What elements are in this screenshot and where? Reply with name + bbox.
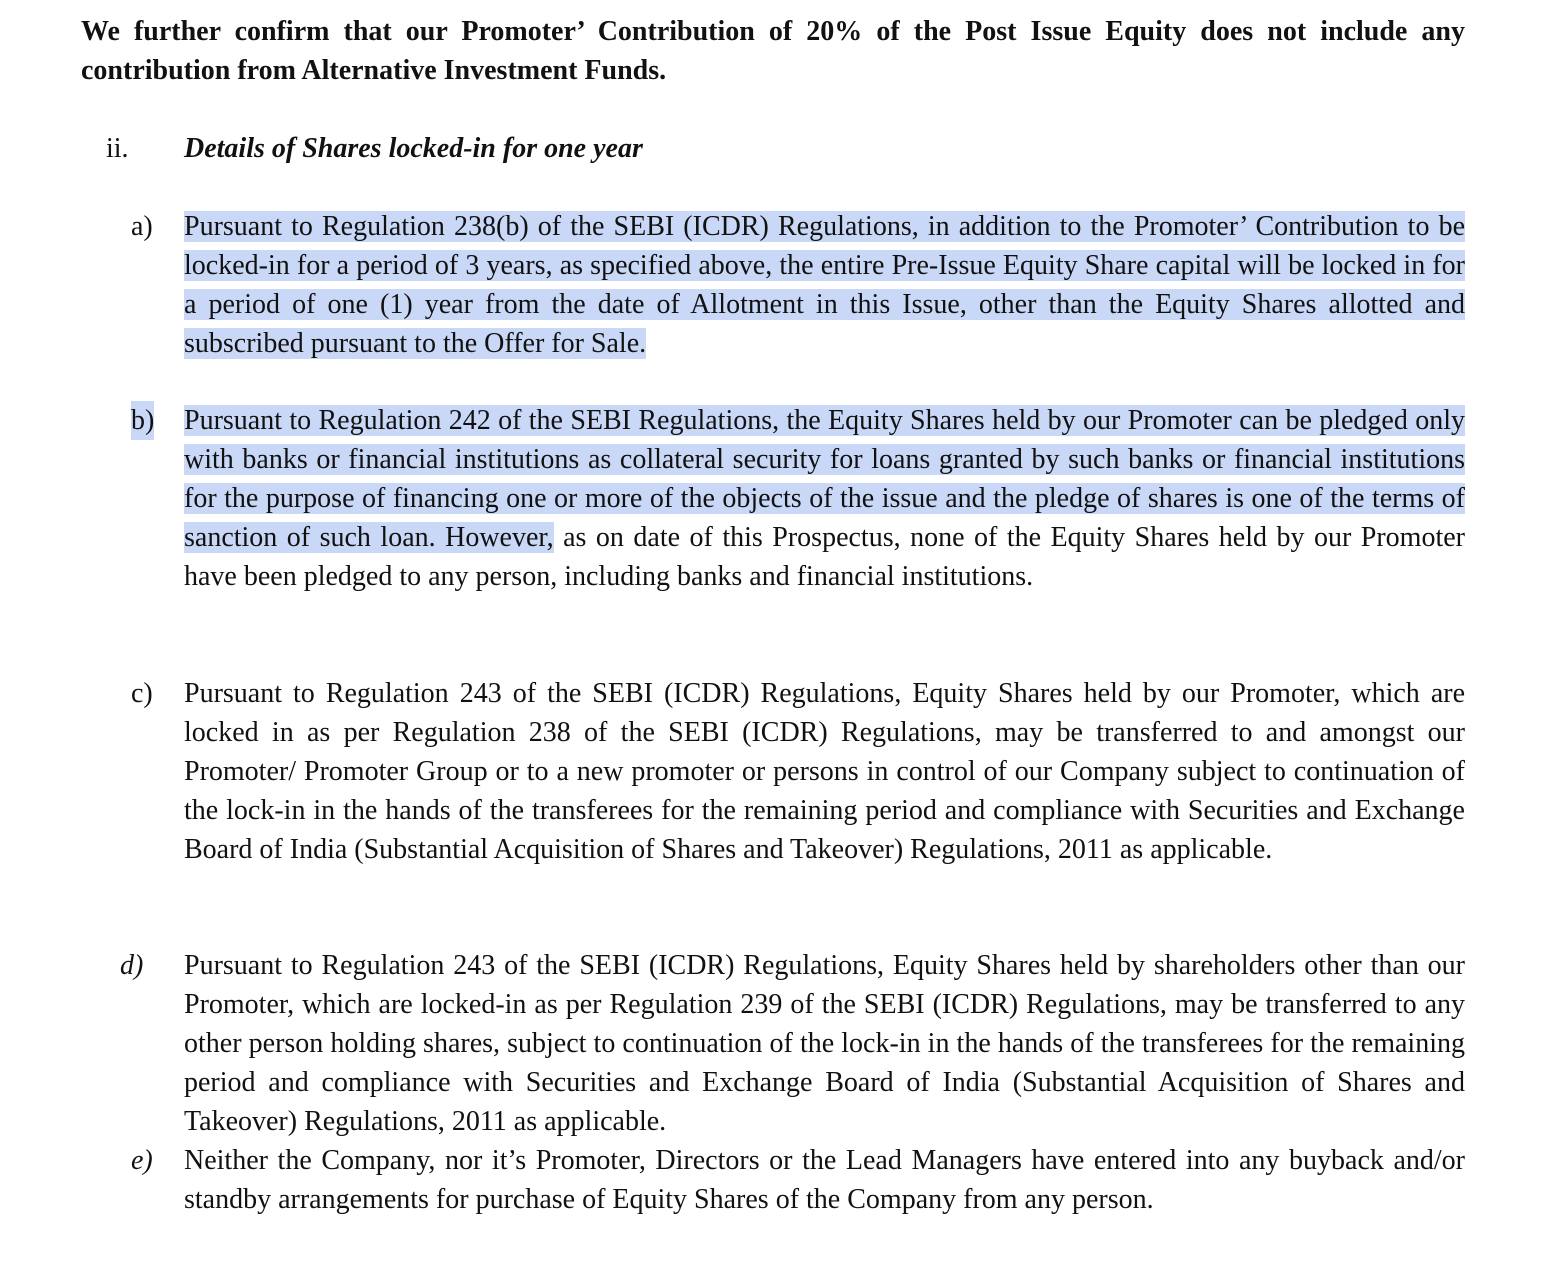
unselected-text: Pursuant to Regulation 243 of the SEBI (ICDR) Regulations, Equity Shares held by shareholders other than our Promoter, which are locked-in as per Regulation 239 of the SEBI (ICDR) Regulations, may be transferred to any other person holding shares, subject to continuation of the lock-in in the hands of the transferees for the remaining period and compliance with Securities and Exchange Board of India (Substantial Acquisition of Shares and Takeover) Regulations, 2011 as applicable.: [184, 950, 1465, 1137]
section-title: Details of Shares locked-in for one year: [184, 133, 643, 164]
unselected-text: as on date of this Prospectus, none of the Equity Shares held by our Promoter have been pledged to any person, including banks and financial institutions.: [184, 522, 1465, 592]
item-text-e[interactable]: [184, 1141, 1465, 1219]
intro-paragraph: We further confirm that our Promoter’ Contribution of 20% of the Post Issue Equity does not include any contribution from Alternative Investment Funds.: [81, 16, 1465, 86]
item-text-b[interactable]: [184, 401, 1465, 596]
section-number: ii.: [106, 133, 129, 164]
item-text-c[interactable]: [184, 674, 1465, 869]
item-label-e: e): [131, 1145, 153, 1176]
unselected-text: Neither the Company, nor it’s Promoter, Directors or the Lead Managers have entered into any buyback and/or standby arrangements for purchase of Equity Shares of the Company from any person.: [184, 1145, 1465, 1215]
item-text-d[interactable]: [184, 946, 1465, 1141]
item-label-c: c): [131, 678, 153, 709]
unselected-text: Pursuant to Regulation 243 of the SEBI (ICDR) Regulations, Equity Shares held by our Promoter, which are locked in as per Regulation 238 of the SEBI (ICDR) Regulations, may be transferred to and amongst our Promoter/ Promoter Group or to a new promoter or persons in control of our Company subject to continuation of the lock-in in the hands of the transferees for the remaining period and compliance with Securities and Exchange Board of India (Substantial Acquisition of Shares and Takeover) Regulations, 2011 as applicable.: [184, 678, 1465, 865]
selected-text: Pursuant to Regulation 242 of the SEBI Regulations, the Equity Shares held by our Promoter can be pledged only with banks or financial institutions as collateral security for loans granted by such banks or financial institutions for the purpose of financing one or more of the objects of the issue and the pledge of shares is one of the terms of sanction of such loan. However,: [184, 405, 1465, 553]
item-label-b: b): [131, 401, 154, 440]
item-text-a[interactable]: [184, 207, 1465, 363]
item-label-a: a): [131, 211, 153, 242]
selected-text: Pursuant to Regulation 238(b) of the SEBI (ICDR) Regulations, in addition to the Promoter’ Contribution to be locked-in for a period of 3 years, as specified above, the entire Pre-Issue Equity Share capital will be locked in for a period of one (1) year from the date of Allotment in this Issue, other than the Equity Shares allotted and subscribed pursuant to the Offer for Sale.: [184, 211, 1465, 359]
item-label-d: d): [120, 950, 144, 981]
